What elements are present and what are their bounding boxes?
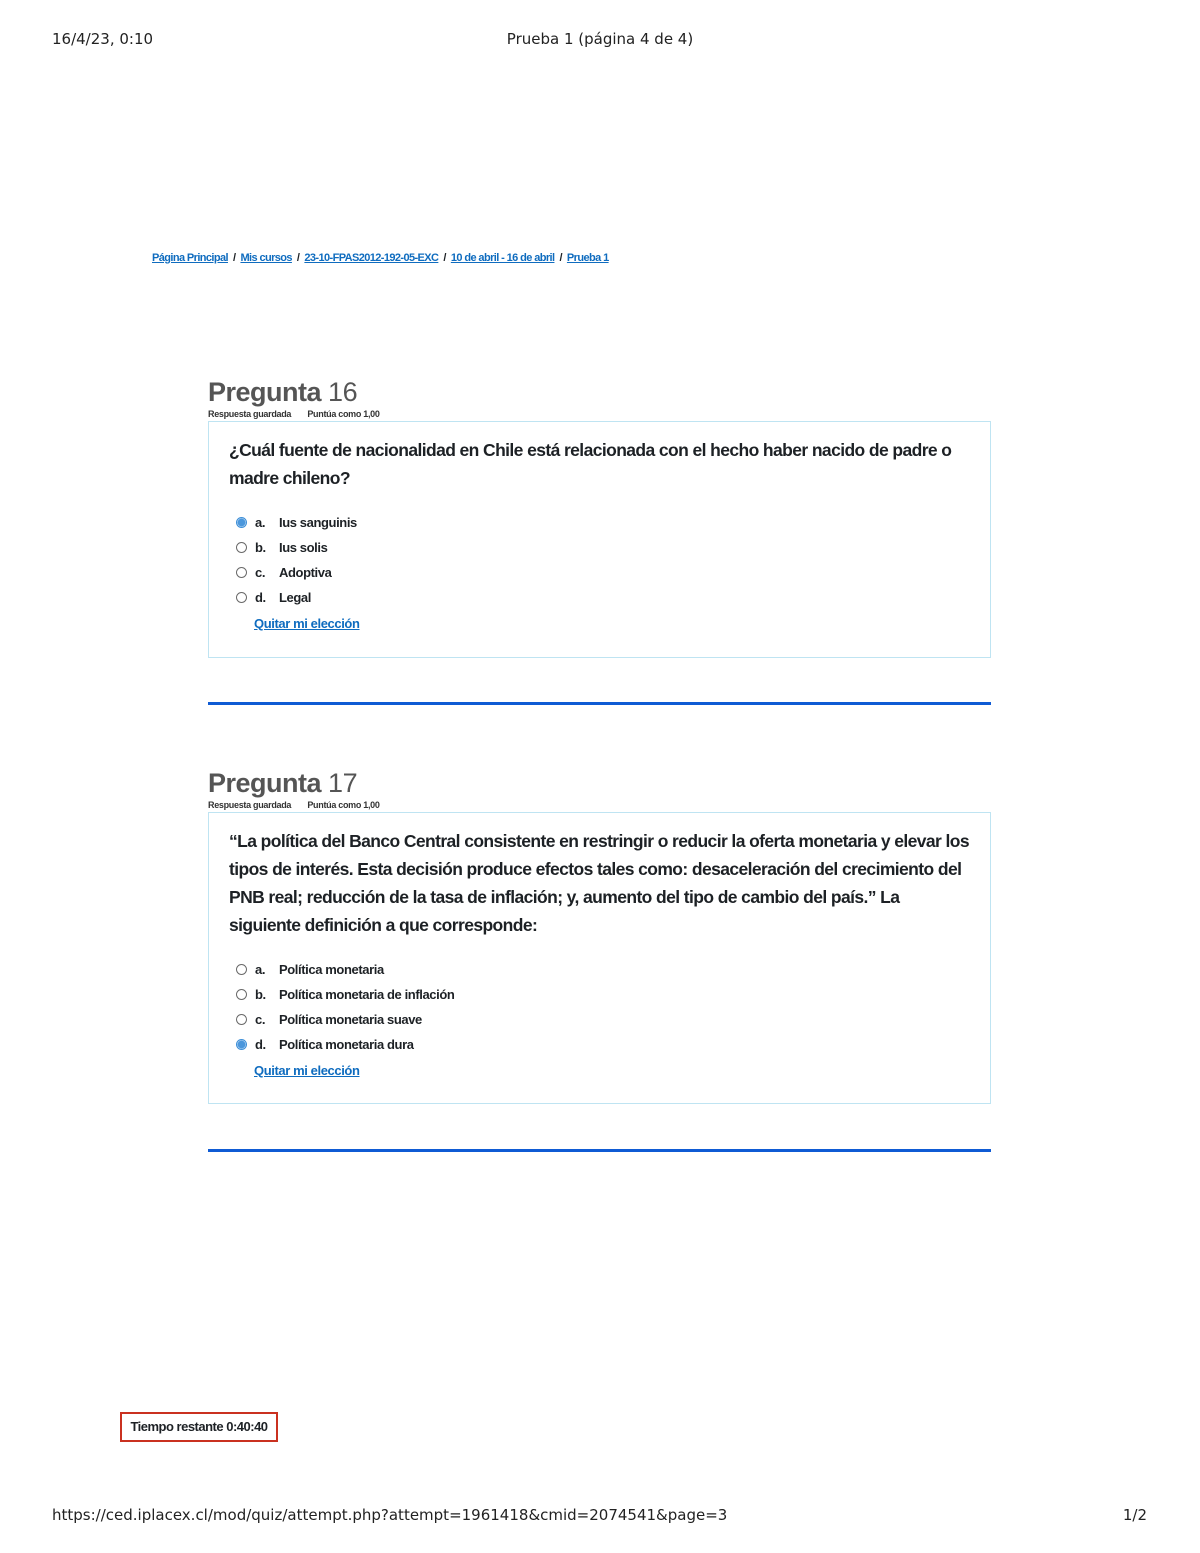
question-text: “La política del Banco Central consistente en restringir o reducir la oferta monetaria y elevar los tipos de interés. Esta decisión produce efectos tales como: desaceleración del crecimiento del PNB real; reducción de la tasa de inflación; y, aumento del tipo de cambio del país.” La siguiente definición a que corresponde: (229, 831, 970, 935)
question-title (208, 377, 991, 407)
question-info (208, 800, 991, 812)
question-number: 17 (328, 768, 358, 798)
answer-option-a[interactable] (229, 957, 970, 982)
breadcrumb-separator: / (296, 252, 300, 264)
answer-letter: a. (255, 515, 266, 530)
question-title (208, 768, 991, 798)
time-remaining-badge: Tiempo restante 0:40:40 (120, 1412, 278, 1442)
breadcrumb-course-link[interactable]: 23-10-FPAS2012-192-05-EXC (304, 252, 439, 264)
print-url: https://ced.iplacex.cl/mod/quiz/attempt.php?attempt=1961418&cmid=2074541&page=3 (52, 1506, 728, 1524)
answer-text: Legal (279, 590, 311, 605)
question-label: Pregunta (208, 377, 322, 407)
answer-option-b[interactable] (229, 535, 970, 560)
radio-icon[interactable] (236, 567, 247, 578)
radio-icon[interactable] (236, 1014, 247, 1025)
answer-options (229, 957, 970, 1078)
question-text: ¿Cuál fuente de nacionalidad en Chile está relacionada con el hecho haber nacido de padre o madre chileno? (229, 440, 952, 488)
radio-selected-icon[interactable] (236, 517, 247, 528)
radio-icon[interactable] (236, 542, 247, 553)
clear-choice-link[interactable]: Quitar mi elección (254, 616, 360, 631)
answer-text: Política monetaria dura (279, 1037, 414, 1052)
answer-text: Política monetaria (279, 962, 384, 977)
question-divider (208, 702, 991, 705)
answer-letter: c. (255, 565, 266, 580)
breadcrumb-separator: / (559, 252, 562, 264)
radio-selected-icon[interactable] (236, 1039, 247, 1050)
question-content-box (208, 421, 991, 658)
breadcrumb-separator: / (443, 252, 446, 264)
answer-option-a[interactable] (229, 510, 970, 535)
breadcrumb-home-link[interactable]: Página Principal (152, 252, 228, 264)
breadcrumb-quiz-link[interactable]: Prueba 1 (566, 252, 609, 264)
answer-options (229, 510, 970, 631)
answer-option-d[interactable] (229, 585, 970, 610)
radio-icon[interactable] (236, 592, 247, 603)
breadcrumb-week-link[interactable]: 10 de abril - 16 de abril (450, 252, 555, 264)
question-label: Pregunta (208, 768, 322, 798)
question-marks: Puntúa como 1,00 (307, 800, 380, 810)
answer-text: Ius sanguinis (279, 515, 357, 530)
breadcrumb-my-courses-link[interactable]: Mis cursos (240, 252, 292, 264)
answer-letter: d. (255, 590, 266, 605)
answer-letter: b. (255, 987, 266, 1002)
print-datetime: 16/4/23, 0:10 (52, 30, 154, 48)
answer-letter: a. (255, 962, 266, 977)
answer-text: Política monetaria suave (279, 1012, 422, 1027)
question-divider (208, 1149, 991, 1152)
question-status: Respuesta guardada (208, 409, 292, 419)
answer-text: Ius solis (279, 540, 328, 555)
answer-option-c[interactable] (229, 560, 970, 585)
clear-choice-link[interactable]: Quitar mi elección (254, 1063, 360, 1078)
answer-option-b[interactable] (229, 982, 970, 1007)
question-info (208, 409, 991, 421)
question-16 (208, 377, 991, 658)
question-17 (208, 768, 991, 1104)
radio-icon[interactable] (236, 964, 247, 975)
print-page-title: Prueba 1 (página 4 de 4) (506, 30, 694, 48)
answer-text: Adoptiva (279, 565, 332, 580)
breadcrumb-separator: / (232, 252, 236, 264)
answer-letter: d. (255, 1037, 266, 1052)
answer-letter: c. (255, 1012, 266, 1027)
radio-icon[interactable] (236, 989, 247, 1000)
question-number: 16 (328, 377, 358, 407)
answer-text: Política monetaria de inflación (279, 987, 455, 1002)
print-page-number: 1/2 (1122, 1506, 1147, 1524)
answer-letter: b. (255, 540, 266, 555)
answer-option-c[interactable] (229, 1007, 970, 1032)
question-content-box (208, 812, 991, 1104)
answer-option-d[interactable] (229, 1032, 970, 1057)
breadcrumb (152, 252, 609, 264)
question-marks: Puntúa como 1,00 (307, 409, 380, 419)
question-status: Respuesta guardada (208, 800, 292, 810)
